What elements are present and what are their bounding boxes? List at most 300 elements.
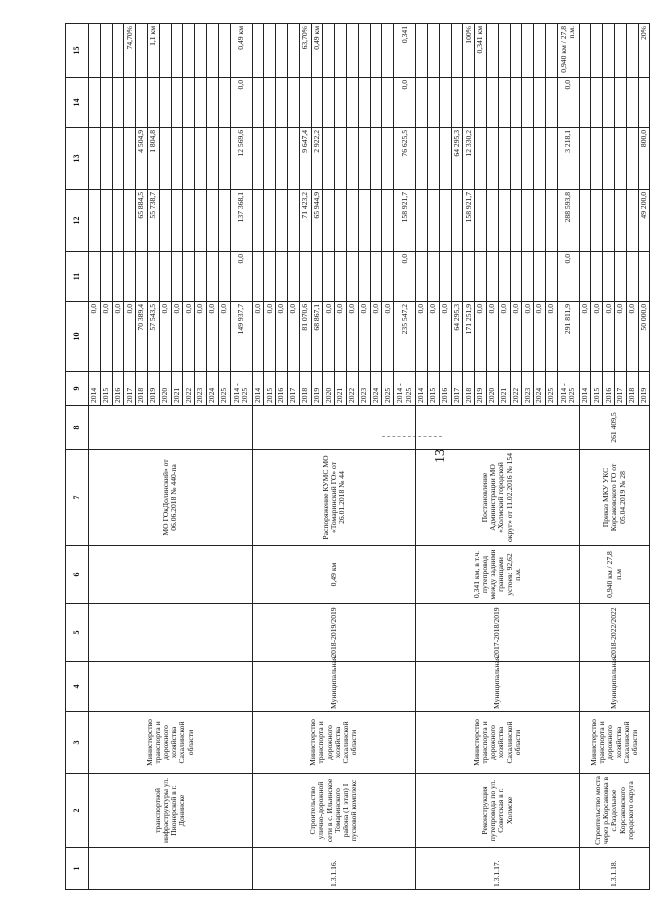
other-cell	[579, 78, 591, 128]
other-cell	[427, 78, 439, 128]
year-cell: 2016	[276, 372, 288, 406]
other-cell: 0,0	[230, 78, 252, 128]
result-cell	[358, 24, 370, 78]
column-number-2: 2	[66, 774, 89, 848]
year-cell: 2018	[136, 372, 148, 406]
federal-cell	[100, 252, 112, 302]
regional-cell	[218, 190, 230, 252]
year-cell: 2021	[171, 372, 183, 406]
federal-cell	[264, 252, 276, 302]
regional-cell	[615, 190, 627, 252]
federal-cell	[136, 252, 148, 302]
regional-cell	[346, 190, 358, 252]
year-cell: 2020	[486, 372, 498, 406]
federal-cell	[124, 252, 136, 302]
year-cell: 2022	[183, 372, 195, 406]
total-cost-cell: 0,0	[603, 302, 615, 372]
column-number-7: 7	[66, 450, 89, 546]
regional-cell	[475, 190, 487, 252]
regional-cell	[591, 190, 603, 252]
year-cell: 2024	[534, 372, 546, 406]
federal-cell	[112, 252, 124, 302]
project-document: Приказ МКУ УКС Корсаковского ГО от 05.04.2019 № 28	[579, 450, 650, 546]
regional-cell: 137 368,1	[230, 190, 252, 252]
result-cell	[382, 24, 394, 78]
total-cost-cell: 81 070,6	[299, 302, 311, 372]
local-cell: 64 295,3	[451, 128, 463, 190]
federal-cell	[579, 252, 591, 302]
year-cell: 2025	[218, 372, 230, 406]
local-cell	[171, 128, 183, 190]
total-cost-cell: 50 000,0	[638, 302, 650, 372]
project-period	[89, 604, 253, 662]
rotated-table-wrapper	[65, 24, 648, 890]
other-cell	[603, 78, 615, 128]
project-customer: Министерство транспорта и дорожного хозяйства Сахалинской области	[579, 712, 650, 774]
result-cell: 0,940 км / 27,8 п.м.	[557, 24, 579, 78]
total-cost-cell: 235 547,2	[394, 302, 416, 372]
other-cell	[439, 78, 451, 128]
result-cell	[276, 24, 288, 78]
result-cell	[545, 24, 557, 78]
total-cost-cell: 0,0	[100, 302, 112, 372]
regional-cell	[159, 190, 171, 252]
year-total-cell: 2014 - 2025	[557, 372, 579, 406]
other-cell	[206, 78, 218, 128]
local-cell	[346, 128, 358, 190]
year-cell: 2015	[591, 372, 603, 406]
result-cell	[439, 24, 451, 78]
other-cell	[100, 78, 112, 128]
total-cost-cell: 0,0	[416, 302, 428, 372]
total-cost-cell: 0,0	[358, 302, 370, 372]
other-cell	[252, 78, 264, 128]
result-cell: 0,49 км	[230, 24, 252, 78]
federal-cell	[370, 252, 382, 302]
local-cell	[335, 128, 347, 190]
federal-cell	[311, 252, 323, 302]
other-cell	[299, 78, 311, 128]
year-cell: 2023	[195, 372, 207, 406]
project-document: Распоряжение КУМС МО «Томаринский ГО» от 26.01.2018 № 44	[252, 450, 416, 546]
total-cost-cell: 0,0	[323, 302, 335, 372]
total-cost-cell: 0,0	[252, 302, 264, 372]
federal-cell	[439, 252, 451, 302]
total-cost-cell: 0,0	[112, 302, 124, 372]
project-code: 1.3.1.17.	[416, 848, 580, 890]
total-cost-cell: 68 867,1	[311, 302, 323, 372]
table-row	[89, 24, 101, 890]
year-cell: 2025	[545, 372, 557, 406]
year-cell: 2019	[311, 372, 323, 406]
project-capacity	[89, 546, 253, 604]
regional-cell	[486, 190, 498, 252]
regional-cell	[498, 190, 510, 252]
other-cell	[276, 78, 288, 128]
project-estimate	[252, 406, 416, 450]
federal-cell	[510, 252, 522, 302]
total-cost-cell: 0,0	[498, 302, 510, 372]
year-total-cell: 2014 - 2025	[230, 372, 252, 406]
year-cell: 2019	[475, 372, 487, 406]
other-cell	[311, 78, 323, 128]
project-period: 2018-2019/2019	[252, 604, 416, 662]
federal-cell	[218, 252, 230, 302]
total-cost-cell: 0,0	[545, 302, 557, 372]
total-cost-cell: 0,0	[89, 302, 101, 372]
federal-cell	[382, 252, 394, 302]
year-cell: 2018	[463, 372, 475, 406]
result-cell	[416, 24, 428, 78]
federal-cell	[486, 252, 498, 302]
project-name: Строительство улично-дорожной сети в с. Ильинское Томаринского района (1 этап) I пусковой комплекс	[252, 774, 416, 848]
federal-cell	[323, 252, 335, 302]
year-cell: 2023	[358, 372, 370, 406]
total-cost-cell: 149 937,7	[230, 302, 252, 372]
regional-cell	[264, 190, 276, 252]
other-cell	[534, 78, 546, 128]
regional-cell: 158 921,7	[463, 190, 475, 252]
local-cell	[545, 128, 557, 190]
regional-cell	[534, 190, 546, 252]
result-cell: 63,70%	[299, 24, 311, 78]
year-cell: 2019	[638, 372, 650, 406]
local-cell	[439, 128, 451, 190]
result-cell: 0,341	[394, 24, 416, 78]
local-cell	[124, 128, 136, 190]
result-cell: 74,70%	[124, 24, 136, 78]
federal-cell	[183, 252, 195, 302]
local-cell	[427, 128, 439, 190]
year-cell: 2023	[522, 372, 534, 406]
result-cell: 20%	[638, 24, 650, 78]
result-cell	[159, 24, 171, 78]
total-cost-cell: 0,0	[591, 302, 603, 372]
other-cell	[335, 78, 347, 128]
total-cost-cell: 0,0	[475, 302, 487, 372]
year-cell: 2017	[287, 372, 299, 406]
result-cell	[498, 24, 510, 78]
project-document: Постановление Администрации МО «Холмский городской округ» от 11.02.2016 № 154	[416, 450, 580, 546]
other-cell	[89, 78, 101, 128]
result-cell	[218, 24, 230, 78]
other-cell: 0,0	[557, 78, 579, 128]
project-ownership: Муниципальная	[416, 662, 580, 712]
local-cell	[206, 128, 218, 190]
federal-cell	[591, 252, 603, 302]
local-cell	[218, 128, 230, 190]
local-cell	[276, 128, 288, 190]
year-cell: 2014	[89, 372, 101, 406]
column-number-5: 5	[66, 604, 89, 662]
other-cell	[626, 78, 638, 128]
total-cost-cell: 171 251,9	[463, 302, 475, 372]
other-cell: 0,0	[394, 78, 416, 128]
federal-cell: 0,0	[230, 252, 252, 302]
regional-cell	[195, 190, 207, 252]
column-number-11: 11	[66, 252, 89, 302]
total-cost-cell: 0,0	[287, 302, 299, 372]
table-row	[252, 24, 264, 890]
total-cost-cell: 0,0	[346, 302, 358, 372]
local-cell: 2 922,2	[311, 128, 323, 190]
total-cost-cell: 0,0	[522, 302, 534, 372]
project-name: Строительство моста через р.Корсаковка в с.Раздольное Корсаковского городского округа	[579, 774, 650, 848]
column-number-10: 10	[66, 302, 89, 372]
other-cell	[218, 78, 230, 128]
local-cell	[416, 128, 428, 190]
regional-cell	[335, 190, 347, 252]
year-cell: 2017	[124, 372, 136, 406]
local-cell	[522, 128, 534, 190]
regional-cell	[603, 190, 615, 252]
federal-cell	[463, 252, 475, 302]
result-cell	[195, 24, 207, 78]
regional-cell	[451, 190, 463, 252]
total-cost-cell: 0,0	[579, 302, 591, 372]
total-cost-cell: 0,0	[264, 302, 276, 372]
year-cell: 2017	[451, 372, 463, 406]
regional-cell	[626, 190, 638, 252]
project-name: транспортной инфраструктуры ул. Пионерской в г. Донинске	[89, 774, 253, 848]
result-cell	[100, 24, 112, 78]
other-cell	[615, 78, 627, 128]
federal-cell	[147, 252, 159, 302]
federal-cell	[498, 252, 510, 302]
regional-cell	[276, 190, 288, 252]
other-cell	[370, 78, 382, 128]
year-cell: 2018	[299, 372, 311, 406]
regional-cell	[183, 190, 195, 252]
project-period: 2017-2018/2019	[416, 604, 580, 662]
local-cell	[510, 128, 522, 190]
result-cell	[89, 24, 101, 78]
total-cost-cell: 70 389,4	[136, 302, 148, 372]
year-cell: 2015	[100, 372, 112, 406]
result-cell	[252, 24, 264, 78]
federal-cell	[475, 252, 487, 302]
year-cell: 2019	[147, 372, 159, 406]
federal-cell	[335, 252, 347, 302]
column-number-12: 12	[66, 190, 89, 252]
total-cost-cell: 0,0	[183, 302, 195, 372]
regional-cell	[370, 190, 382, 252]
total-cost-cell: 0,0	[534, 302, 546, 372]
other-cell	[346, 78, 358, 128]
local-cell	[534, 128, 546, 190]
federal-cell	[451, 252, 463, 302]
local-cell	[100, 128, 112, 190]
local-cell	[323, 128, 335, 190]
total-cost-cell: 0,0	[195, 302, 207, 372]
column-number-1: 1	[66, 848, 89, 890]
year-cell: 2021	[335, 372, 347, 406]
local-cell	[370, 128, 382, 190]
regional-cell: 65 884,5	[136, 190, 148, 252]
other-cell	[323, 78, 335, 128]
result-cell	[615, 24, 627, 78]
other-cell	[591, 78, 603, 128]
local-cell	[579, 128, 591, 190]
other-cell	[475, 78, 487, 128]
other-cell	[358, 78, 370, 128]
other-cell	[638, 78, 650, 128]
total-cost-cell: 0,0	[159, 302, 171, 372]
project-name: Реконструкция путепровода по ул. Советская в г. Холмске	[416, 774, 580, 848]
total-cost-cell: 0,0	[427, 302, 439, 372]
total-cost-cell: 291 811,9	[557, 302, 579, 372]
regional-cell	[382, 190, 394, 252]
other-cell	[463, 78, 475, 128]
year-total-cell: 2014 - 2025	[394, 372, 416, 406]
other-cell	[195, 78, 207, 128]
result-cell	[510, 24, 522, 78]
regional-cell: 55 738,7	[147, 190, 159, 252]
result-cell	[136, 24, 148, 78]
regional-cell: 49 200,0	[638, 190, 650, 252]
total-cost-cell: 0,0	[382, 302, 394, 372]
local-cell: 1 804,8	[147, 128, 159, 190]
year-cell: 2014	[579, 372, 591, 406]
page-number: 13	[433, 449, 448, 463]
other-cell	[498, 78, 510, 128]
result-cell	[346, 24, 358, 78]
total-cost-cell: 0,0	[439, 302, 451, 372]
other-cell	[416, 78, 428, 128]
project-estimate: 261 409,5	[579, 406, 650, 450]
year-cell: 2016	[112, 372, 124, 406]
total-cost-cell: 0,0	[510, 302, 522, 372]
local-cell: 3 218,1	[557, 128, 579, 190]
local-cell	[486, 128, 498, 190]
column-number-14: 14	[66, 78, 89, 128]
year-cell: 2024	[370, 372, 382, 406]
result-cell	[522, 24, 534, 78]
federal-cell	[252, 252, 264, 302]
local-cell: 76 625,5	[394, 128, 416, 190]
local-cell	[498, 128, 510, 190]
total-cost-cell: 0,0	[206, 302, 218, 372]
regional-cell	[522, 190, 534, 252]
other-cell	[522, 78, 534, 128]
project-code	[89, 848, 253, 890]
regional-cell: 158 921,7	[394, 190, 416, 252]
project-capacity: 0,341 км, в т.ч. путепровод между задними границами устоев: 92,62 п.м.	[416, 546, 580, 604]
total-cost-cell: 57 543,5	[147, 302, 159, 372]
local-cell	[112, 128, 124, 190]
project-capacity: 0,940 км / 27,8 п.м	[579, 546, 650, 604]
federal-cell	[522, 252, 534, 302]
project-document: МО ГОкДолинский» от 06.06.2018 № 440-па	[89, 450, 253, 546]
project-customer: Министерство транспорта и дорожного хозяйства Сахалинской области	[89, 712, 253, 774]
federal-cell	[427, 252, 439, 302]
year-cell: 2014	[252, 372, 264, 406]
table-area	[65, 24, 648, 890]
federal-cell	[358, 252, 370, 302]
other-cell	[147, 78, 159, 128]
regional-cell	[439, 190, 451, 252]
other-cell	[136, 78, 148, 128]
other-cell	[510, 78, 522, 128]
result-cell	[603, 24, 615, 78]
result-cell: 1,1 км	[147, 24, 159, 78]
year-cell: 2017	[615, 372, 627, 406]
regional-cell	[323, 190, 335, 252]
year-cell: 2015	[264, 372, 276, 406]
year-cell: 2020	[323, 372, 335, 406]
result-cell	[591, 24, 603, 78]
total-cost-cell: 0,0	[615, 302, 627, 372]
result-cell	[626, 24, 638, 78]
local-cell	[183, 128, 195, 190]
regional-cell	[287, 190, 299, 252]
federal-cell	[299, 252, 311, 302]
other-cell	[264, 78, 276, 128]
regional-cell	[579, 190, 591, 252]
project-estimate	[416, 406, 580, 450]
project-code: 1.3.1.16.	[252, 848, 416, 890]
regional-cell: 65 944,9	[311, 190, 323, 252]
regional-cell	[252, 190, 264, 252]
project-period: 2018-2022/2022	[579, 604, 650, 662]
total-cost-cell: 0,0	[335, 302, 347, 372]
local-cell	[252, 128, 264, 190]
project-customer: Министерство транспорта и дорожного хозяйства Сахалинской области	[416, 712, 580, 774]
local-cell: 12 330,2	[463, 128, 475, 190]
federal-cell	[89, 252, 101, 302]
project-capacity: 0,49 км	[252, 546, 416, 604]
project-estimate	[89, 406, 253, 450]
result-cell	[335, 24, 347, 78]
regional-cell	[358, 190, 370, 252]
result-cell	[534, 24, 546, 78]
other-cell	[451, 78, 463, 128]
federal-cell	[416, 252, 428, 302]
local-cell: 9 647,4	[299, 128, 311, 190]
regional-cell	[171, 190, 183, 252]
regional-cell: 71 423,2	[299, 190, 311, 252]
total-cost-cell: 0,0	[626, 302, 638, 372]
column-number-3: 3	[66, 712, 89, 774]
other-cell	[159, 78, 171, 128]
result-cell	[486, 24, 498, 78]
federal-cell	[206, 252, 218, 302]
table-body	[89, 24, 650, 890]
table-row	[579, 24, 591, 890]
result-cell: 0,49 км	[311, 24, 323, 78]
federal-cell	[626, 252, 638, 302]
year-cell: 2021	[498, 372, 510, 406]
regional-cell	[510, 190, 522, 252]
result-cell	[323, 24, 335, 78]
regional-cell	[416, 190, 428, 252]
result-cell	[287, 24, 299, 78]
regional-cell	[124, 190, 136, 252]
federal-cell: 0,0	[394, 252, 416, 302]
regional-cell	[206, 190, 218, 252]
year-cell: 2022	[346, 372, 358, 406]
column-number-13: 13	[66, 128, 89, 190]
local-cell	[159, 128, 171, 190]
other-cell	[124, 78, 136, 128]
local-cell	[475, 128, 487, 190]
local-cell	[615, 128, 627, 190]
other-cell	[171, 78, 183, 128]
local-cell	[287, 128, 299, 190]
regional-cell	[100, 190, 112, 252]
federal-cell	[603, 252, 615, 302]
federal-cell	[276, 252, 288, 302]
